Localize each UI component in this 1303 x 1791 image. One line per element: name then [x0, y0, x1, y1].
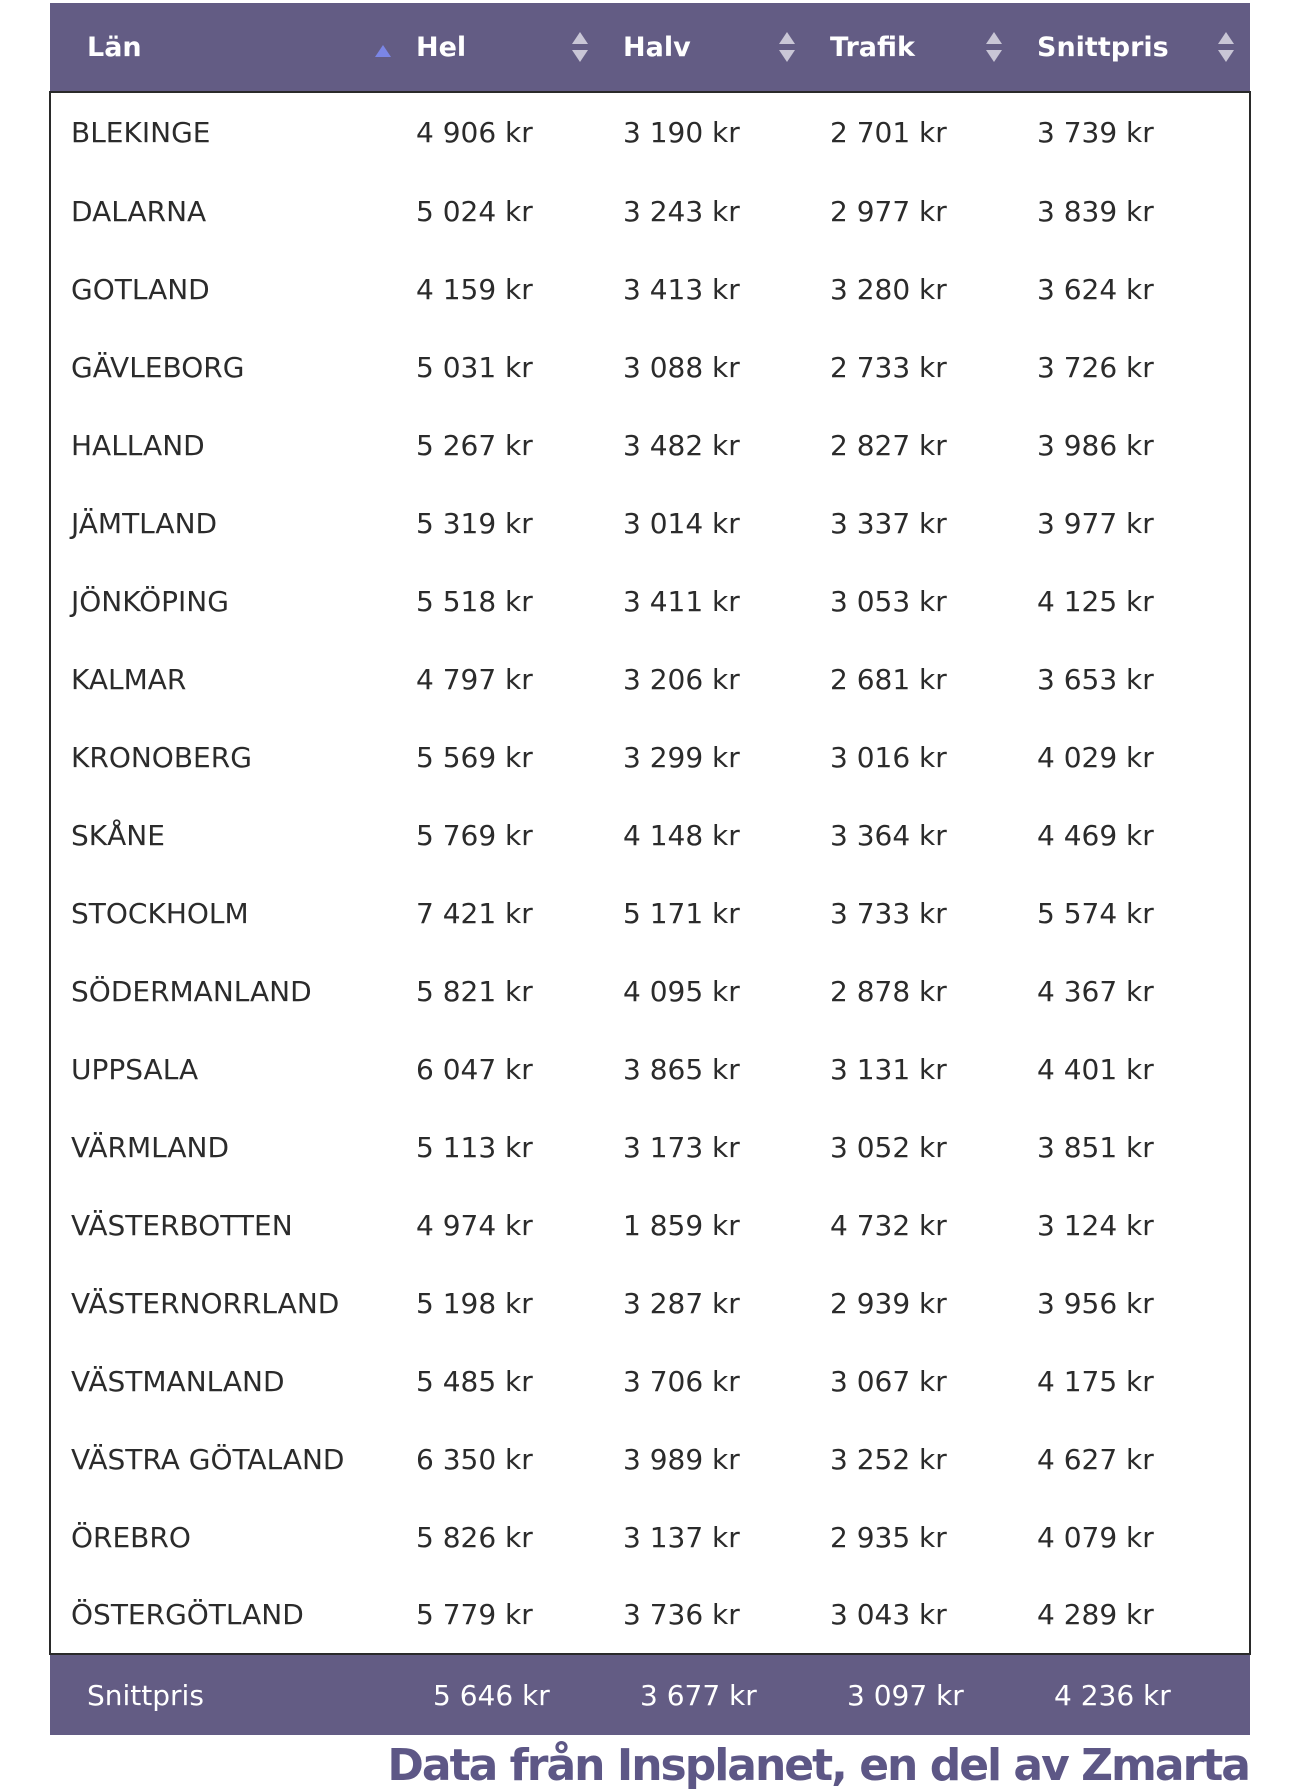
cell-snittpris: 3 986 kr	[1037, 428, 1154, 462]
cell-lan: HALLAND	[71, 428, 205, 462]
cell-trafik: 3 067 kr	[830, 1364, 947, 1398]
cell-snittpris: 3 739 kr	[1037, 116, 1154, 149]
table-row	[50, 1576, 1250, 1654]
cell-lan: KRONOBERG	[71, 740, 252, 774]
cell-trafik: 2 733 kr	[830, 350, 947, 384]
cell-trafik: 3 016 kr	[830, 740, 947, 774]
cell-hel: 4 974 kr	[416, 1208, 533, 1242]
table-body	[50, 92, 1250, 1654]
cell-hel: 5 267 kr	[416, 428, 533, 462]
cell-hel: 7 421 kr	[416, 896, 533, 930]
cell-trafik: 2 827 kr	[830, 428, 947, 462]
cell-snittpris: 4 469 kr	[1037, 818, 1154, 852]
cell-trafik: 3 131 kr	[830, 1052, 947, 1086]
column-header-label: Hel	[416, 31, 467, 63]
cell-snittpris: 3 726 kr	[1037, 350, 1154, 384]
cell-snittpris: 3 124 kr	[1037, 1208, 1154, 1242]
cell-lan: VÄSTERBOTTEN	[71, 1208, 293, 1242]
table-row	[50, 484, 1250, 562]
cell-snittpris: 5 574 kr	[1037, 896, 1154, 930]
column-header-hel[interactable]	[397, 3, 604, 92]
cell-lan: SKÅNE	[71, 818, 165, 852]
price-table	[49, 3, 1251, 1735]
cell-halv: 3 206 kr	[623, 662, 740, 696]
cell-hel: 5 319 kr	[416, 506, 533, 540]
table-row	[50, 172, 1250, 250]
cell-snittpris: 4 289 kr	[1018, 1576, 1250, 1654]
column-header-lan[interactable]	[50, 3, 397, 92]
table-row	[50, 1186, 1250, 1264]
column-header-label: Trafik	[830, 31, 915, 63]
cell-halv: 3 706 kr	[623, 1364, 740, 1398]
cell-hel: 6 350 kr	[416, 1442, 533, 1476]
cell-lan: DALARNA	[71, 194, 207, 228]
cell-lan: KALMAR	[71, 662, 187, 696]
cell-snittpris: 4 175 kr	[1037, 1364, 1154, 1398]
cell-trafik: 3 052 kr	[830, 1130, 947, 1164]
cell-lan: VÄSTRA GÖTALAND	[71, 1442, 345, 1476]
sort-ascending-icon[interactable]	[375, 45, 391, 75]
table-row	[50, 562, 1250, 640]
cell-halv: 3 413 kr	[623, 272, 740, 306]
cell-hel: 5 518 kr	[416, 584, 533, 618]
cell-trafik: 2 878 kr	[830, 974, 947, 1008]
cell-trafik: 3 053 kr	[830, 584, 947, 618]
column-header-label: Halv	[623, 31, 691, 63]
cell-lan: GOTLAND	[71, 272, 210, 306]
cell-lan: VÄRMLAND	[71, 1130, 230, 1164]
footer-label: Snittpris	[87, 1678, 204, 1712]
table-footer	[50, 1654, 1250, 1735]
cell-trafik: 3 252 kr	[830, 1442, 947, 1476]
cell-snittpris: 4 401 kr	[1037, 1052, 1154, 1086]
cell-hel: 5 024 kr	[416, 194, 533, 228]
cell-halv: 5 171 kr	[623, 896, 740, 930]
column-header-trafik[interactable]	[811, 3, 1018, 92]
cell-lan: SÖDERMANLAND	[71, 974, 312, 1008]
table-row	[50, 1264, 1250, 1342]
table-row	[50, 874, 1250, 952]
table-header	[50, 3, 1250, 92]
table-row	[50, 1420, 1250, 1498]
cell-trafik: 3 364 kr	[830, 818, 947, 852]
table-row	[50, 796, 1250, 874]
table-row	[50, 92, 1250, 172]
table-row	[50, 328, 1250, 406]
cell-lan: JÄMTLAND	[71, 506, 218, 540]
cell-snittpris: 4 029 kr	[1037, 740, 1154, 774]
cell-snittpris: 3 653 kr	[1037, 662, 1154, 696]
cell-trafik: 2 935 kr	[830, 1520, 947, 1554]
cell-trafik: 2 939 kr	[830, 1286, 947, 1320]
footer-trafik: 3 097 kr	[847, 1678, 964, 1712]
cell-hel: 5 031 kr	[416, 350, 533, 384]
cell-halv: 3 287 kr	[623, 1286, 740, 1320]
table-row	[50, 718, 1250, 796]
column-header-halv[interactable]	[604, 3, 811, 92]
cell-halv: 3 014 kr	[623, 506, 740, 540]
cell-trafik: 3 280 kr	[830, 272, 947, 306]
cell-halv: 3 173 kr	[623, 1130, 740, 1164]
cell-hel: 4 797 kr	[416, 662, 533, 696]
column-header-snittpris[interactable]	[1018, 3, 1250, 92]
cell-hel: 5 779 kr	[397, 1576, 604, 1654]
cell-snittpris: 3 851 kr	[1037, 1130, 1154, 1164]
cell-snittpris: 3 839 kr	[1037, 194, 1154, 228]
cell-lan: VÄSTMANLAND	[71, 1364, 285, 1398]
table-row	[50, 1108, 1250, 1186]
cell-snittpris: 4 079 kr	[1037, 1520, 1154, 1554]
cell-hel: 4 906 kr	[416, 116, 533, 149]
cell-lan: STOCKHOLM	[71, 896, 249, 930]
footer-halv: 3 677 kr	[640, 1678, 757, 1712]
cell-halv: 3 190 kr	[623, 116, 740, 149]
cell-snittpris: 4 367 kr	[1037, 974, 1154, 1008]
cell-trafik: 2 977 kr	[830, 194, 947, 228]
cell-halv: 3 865 kr	[623, 1052, 740, 1086]
cell-trafik: 3 043 kr	[811, 1576, 1018, 1654]
price-table-container	[49, 3, 1249, 1735]
cell-snittpris: 3 956 kr	[1037, 1286, 1154, 1320]
cell-hel: 5 826 kr	[416, 1520, 533, 1554]
cell-halv: 3 736 kr	[604, 1576, 811, 1654]
table-row	[50, 1342, 1250, 1420]
cell-halv: 3 299 kr	[623, 740, 740, 774]
cell-hel: 5 769 kr	[416, 818, 533, 852]
cell-trafik: 2 681 kr	[830, 662, 947, 696]
cell-lan: ÖSTERGÖTLAND	[50, 1576, 397, 1654]
table-row	[50, 1498, 1250, 1576]
cell-halv: 3 088 kr	[623, 350, 740, 384]
cell-snittpris: 4 627 kr	[1037, 1442, 1154, 1476]
cell-lan: GÄVLEBORG	[71, 350, 245, 384]
cell-halv: 3 411 kr	[623, 584, 740, 618]
cell-trafik: 3 733 kr	[830, 896, 947, 930]
cell-halv: 3 137 kr	[623, 1520, 740, 1554]
cell-halv: 1 859 kr	[623, 1208, 740, 1242]
cell-hel: 4 159 kr	[416, 272, 533, 306]
cell-trafik: 2 701 kr	[830, 116, 947, 149]
cell-hel: 5 821 kr	[416, 974, 533, 1008]
cell-lan: UPPSALA	[71, 1052, 199, 1086]
cell-lan: VÄSTERNORRLAND	[71, 1286, 340, 1320]
table-row	[50, 250, 1250, 328]
sort-icon[interactable]	[1218, 32, 1234, 62]
table-row	[50, 1030, 1250, 1108]
cell-hel: 5 569 kr	[416, 740, 533, 774]
cell-halv: 4 148 kr	[623, 818, 740, 852]
cell-lan: BLEKINGE	[71, 116, 211, 149]
cell-hel: 6 047 kr	[416, 1052, 533, 1086]
sort-icon[interactable]	[986, 32, 1002, 62]
cell-hel: 5 198 kr	[416, 1286, 533, 1320]
footer-snittpris: 4 236 kr	[1054, 1678, 1171, 1712]
column-header-label: Snittpris	[1037, 31, 1169, 63]
table-row	[50, 640, 1250, 718]
cell-halv: 4 095 kr	[623, 974, 740, 1008]
sort-icon[interactable]	[572, 32, 588, 62]
cell-halv: 3 243 kr	[623, 194, 740, 228]
cell-hel: 5 113 kr	[416, 1130, 533, 1164]
cell-trafik: 3 337 kr	[830, 506, 947, 540]
cell-snittpris: 3 977 kr	[1037, 506, 1154, 540]
header-row	[50, 3, 1250, 92]
cell-snittpris: 3 624 kr	[1037, 272, 1154, 306]
footer-hel: 5 646 kr	[433, 1678, 550, 1712]
sort-icon[interactable]	[779, 32, 795, 62]
cell-lan: JÖNKÖPING	[71, 584, 229, 618]
cell-halv: 3 482 kr	[623, 428, 740, 462]
cell-halv: 3 989 kr	[623, 1442, 740, 1476]
cell-snittpris: 4 125 kr	[1037, 584, 1154, 618]
cell-lan: ÖREBRO	[71, 1520, 191, 1554]
footer-row	[50, 1654, 1250, 1735]
table-row	[50, 406, 1250, 484]
column-header-label: Län	[87, 31, 142, 63]
cell-hel: 5 485 kr	[416, 1364, 533, 1398]
source-credit: Data från Insplanet, en del av Zmarta	[387, 1740, 1249, 1791]
cell-trafik: 4 732 kr	[830, 1208, 947, 1242]
table-row	[50, 952, 1250, 1030]
